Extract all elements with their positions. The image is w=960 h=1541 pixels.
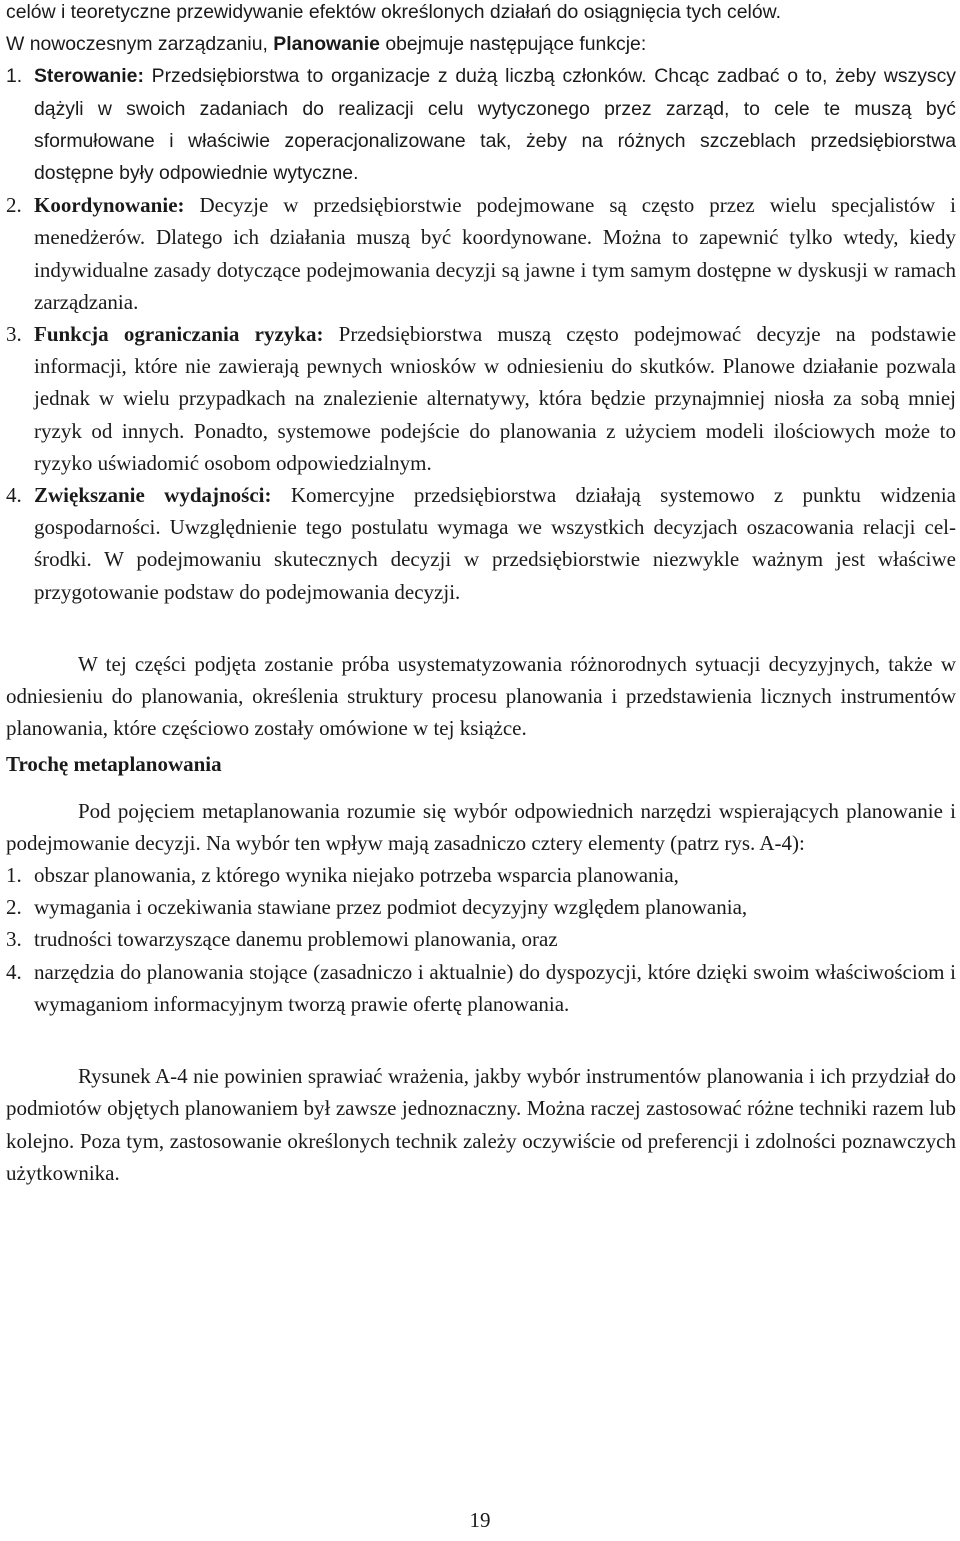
function-text: Komercyjne przedsiębiorstwa działają systemowo z punktu widzenia gospodarności. Uwzględnienie tego postulatu wymaga we wszystkich decyzjach oszacowania relacji cel-środki. W podejmowaniu skutecznych decyzji w przedsiębiorstwie niezwykle ważnym jest właściwe przygotowanie podstaw do podejmowania decyzji. bbox=[34, 483, 956, 604]
functions-list-serif bbox=[6, 189, 956, 608]
element-number: 2. bbox=[6, 895, 22, 920]
intro-line-1: celów i teoretyczne przewidywanie efektów określonych działań do osiągnięcia tych celów. bbox=[6, 1, 781, 23]
function-item bbox=[6, 189, 956, 318]
element-item bbox=[6, 859, 956, 891]
element-text: obszar planowania, z którego wynika niejako potrzeba wsparcia planowania, bbox=[34, 863, 679, 888]
element-text: wymagania i oczekiwania stawiane przez podmiot decyzyjny względem planowania, bbox=[34, 895, 748, 920]
function-text: Decyzje w przedsiębiorstwie podejmowane są często przez wielu specjalistów i menedżerów. Dlatego ich działania muszą być koordynowane. Można to zapewnić tylko wtedy, kiedy indywidualne zasady dotyczące podejmowania decyzji są jawne i tym samym dostępne w dyskusji w ramach zarządzania. bbox=[34, 193, 956, 314]
function-text: Przedsiębiorstwa muszą często podejmować decyzje na podstawie informacji, które nie zawierają pewnych wniosków w odniesieniu do skutków. Planowe działanie pozwala jednak w wielu przypadkach na znalezienie alternatywy, która będzie przynajmniej niosła za sobą mniej ryzyk od innych. Ponadto, systemowe podejście do planowania z użyciem modeli ilościowych może to ryzyko uświadomić osobom odpowiedzialnym. bbox=[34, 322, 957, 475]
intro-line-2 bbox=[6, 28, 956, 60]
spacer bbox=[6, 1020, 956, 1060]
paragraph-figure: Rysunek A-4 nie powinien sprawiać wrażenia, jakby wybór instrumentów planowania i ich przydział do podmiotów objętych planowaniem był zawsze jednoznaczny. Można raczej zastosować różne techniki razem lub kolejno. Poza tym, zastosowanie określonych technik zależy oczywiście od preferencji i zdolności poznawczych użytkownika. bbox=[6, 1064, 956, 1185]
elements-list bbox=[6, 859, 956, 1020]
element-number: 4. bbox=[6, 959, 22, 984]
function-term: Zwiększanie wydajności: bbox=[34, 483, 272, 508]
function-text: Przedsiębiorstwa to organizacje z dużą liczbą członków. Chcąc zadbać o to, żeby wszyscy dążyli w swoich zadaniach do realizacji celu wytyczonego przez zarząd, to cele te muszą być sformułowane i właściwie zoperacjonalizowane tak, żeby na różnych szczeblach przedsiębiorstwa dostępne były odpowiednie wytyczne. bbox=[34, 65, 956, 185]
element-item bbox=[6, 956, 956, 1020]
spacer bbox=[6, 781, 956, 795]
function-number: 1. bbox=[6, 65, 23, 88]
intro-line-2-suffix: obejmuje następujące funkcje: bbox=[379, 33, 647, 56]
element-number: 3. bbox=[6, 927, 22, 952]
page-number: 19 bbox=[469, 1508, 491, 1532]
element-text: narzędzia do planowania stojące (zasadniczo i aktualnie) do dyspozycji, które dzięki swoim właściwościom i wymaganiom informacyjnym tworzą prawie ofertę planowania. bbox=[34, 959, 956, 1016]
intro-line-2-bold: Planowanie bbox=[273, 33, 380, 56]
function-item bbox=[6, 60, 956, 189]
function-item bbox=[6, 479, 956, 608]
intro-block bbox=[6, 0, 956, 189]
element-item bbox=[6, 891, 956, 923]
function-number: 2. bbox=[6, 193, 22, 218]
intro-line-2-prefix: W nowoczesnym zarządzaniu, bbox=[6, 33, 274, 56]
function-item bbox=[6, 318, 956, 479]
section-heading: Trochę metaplanowania bbox=[6, 752, 222, 777]
functions-list bbox=[6, 60, 956, 189]
document-page bbox=[6, 0, 956, 1189]
element-text: trudności towarzyszące danemu problemowi planowania, oraz bbox=[34, 927, 558, 952]
element-item bbox=[6, 923, 956, 955]
paragraph-metaplanning: Pod pojęciem metaplanowania rozumie się wybór odpowiednich narzędzi wspierających planowanie i podejmowanie decyzji. Na wybór ten wpływ mają zasadniczo cztery elementy (patrz rys. A-4): bbox=[6, 798, 956, 855]
paragraph-systematize: W tej części podjęta zostanie próba usystematyzowania różnorodnych sytuacji decyzyjnych, także w odniesieniu do planowania, określenia struktury procesu planowania i przedstawienia licznych instrumentów planowania, które częściowo zostały omówione w tej książce. bbox=[6, 651, 956, 741]
function-term: Sterowanie: bbox=[34, 65, 144, 88]
function-term: Funkcja ograniczania ryzyka: bbox=[34, 322, 324, 347]
function-number: 3. bbox=[6, 322, 22, 347]
function-term: Koordynowanie: bbox=[34, 193, 185, 218]
function-number: 4. bbox=[6, 483, 22, 508]
element-number: 1. bbox=[6, 863, 22, 888]
spacer bbox=[6, 608, 956, 648]
